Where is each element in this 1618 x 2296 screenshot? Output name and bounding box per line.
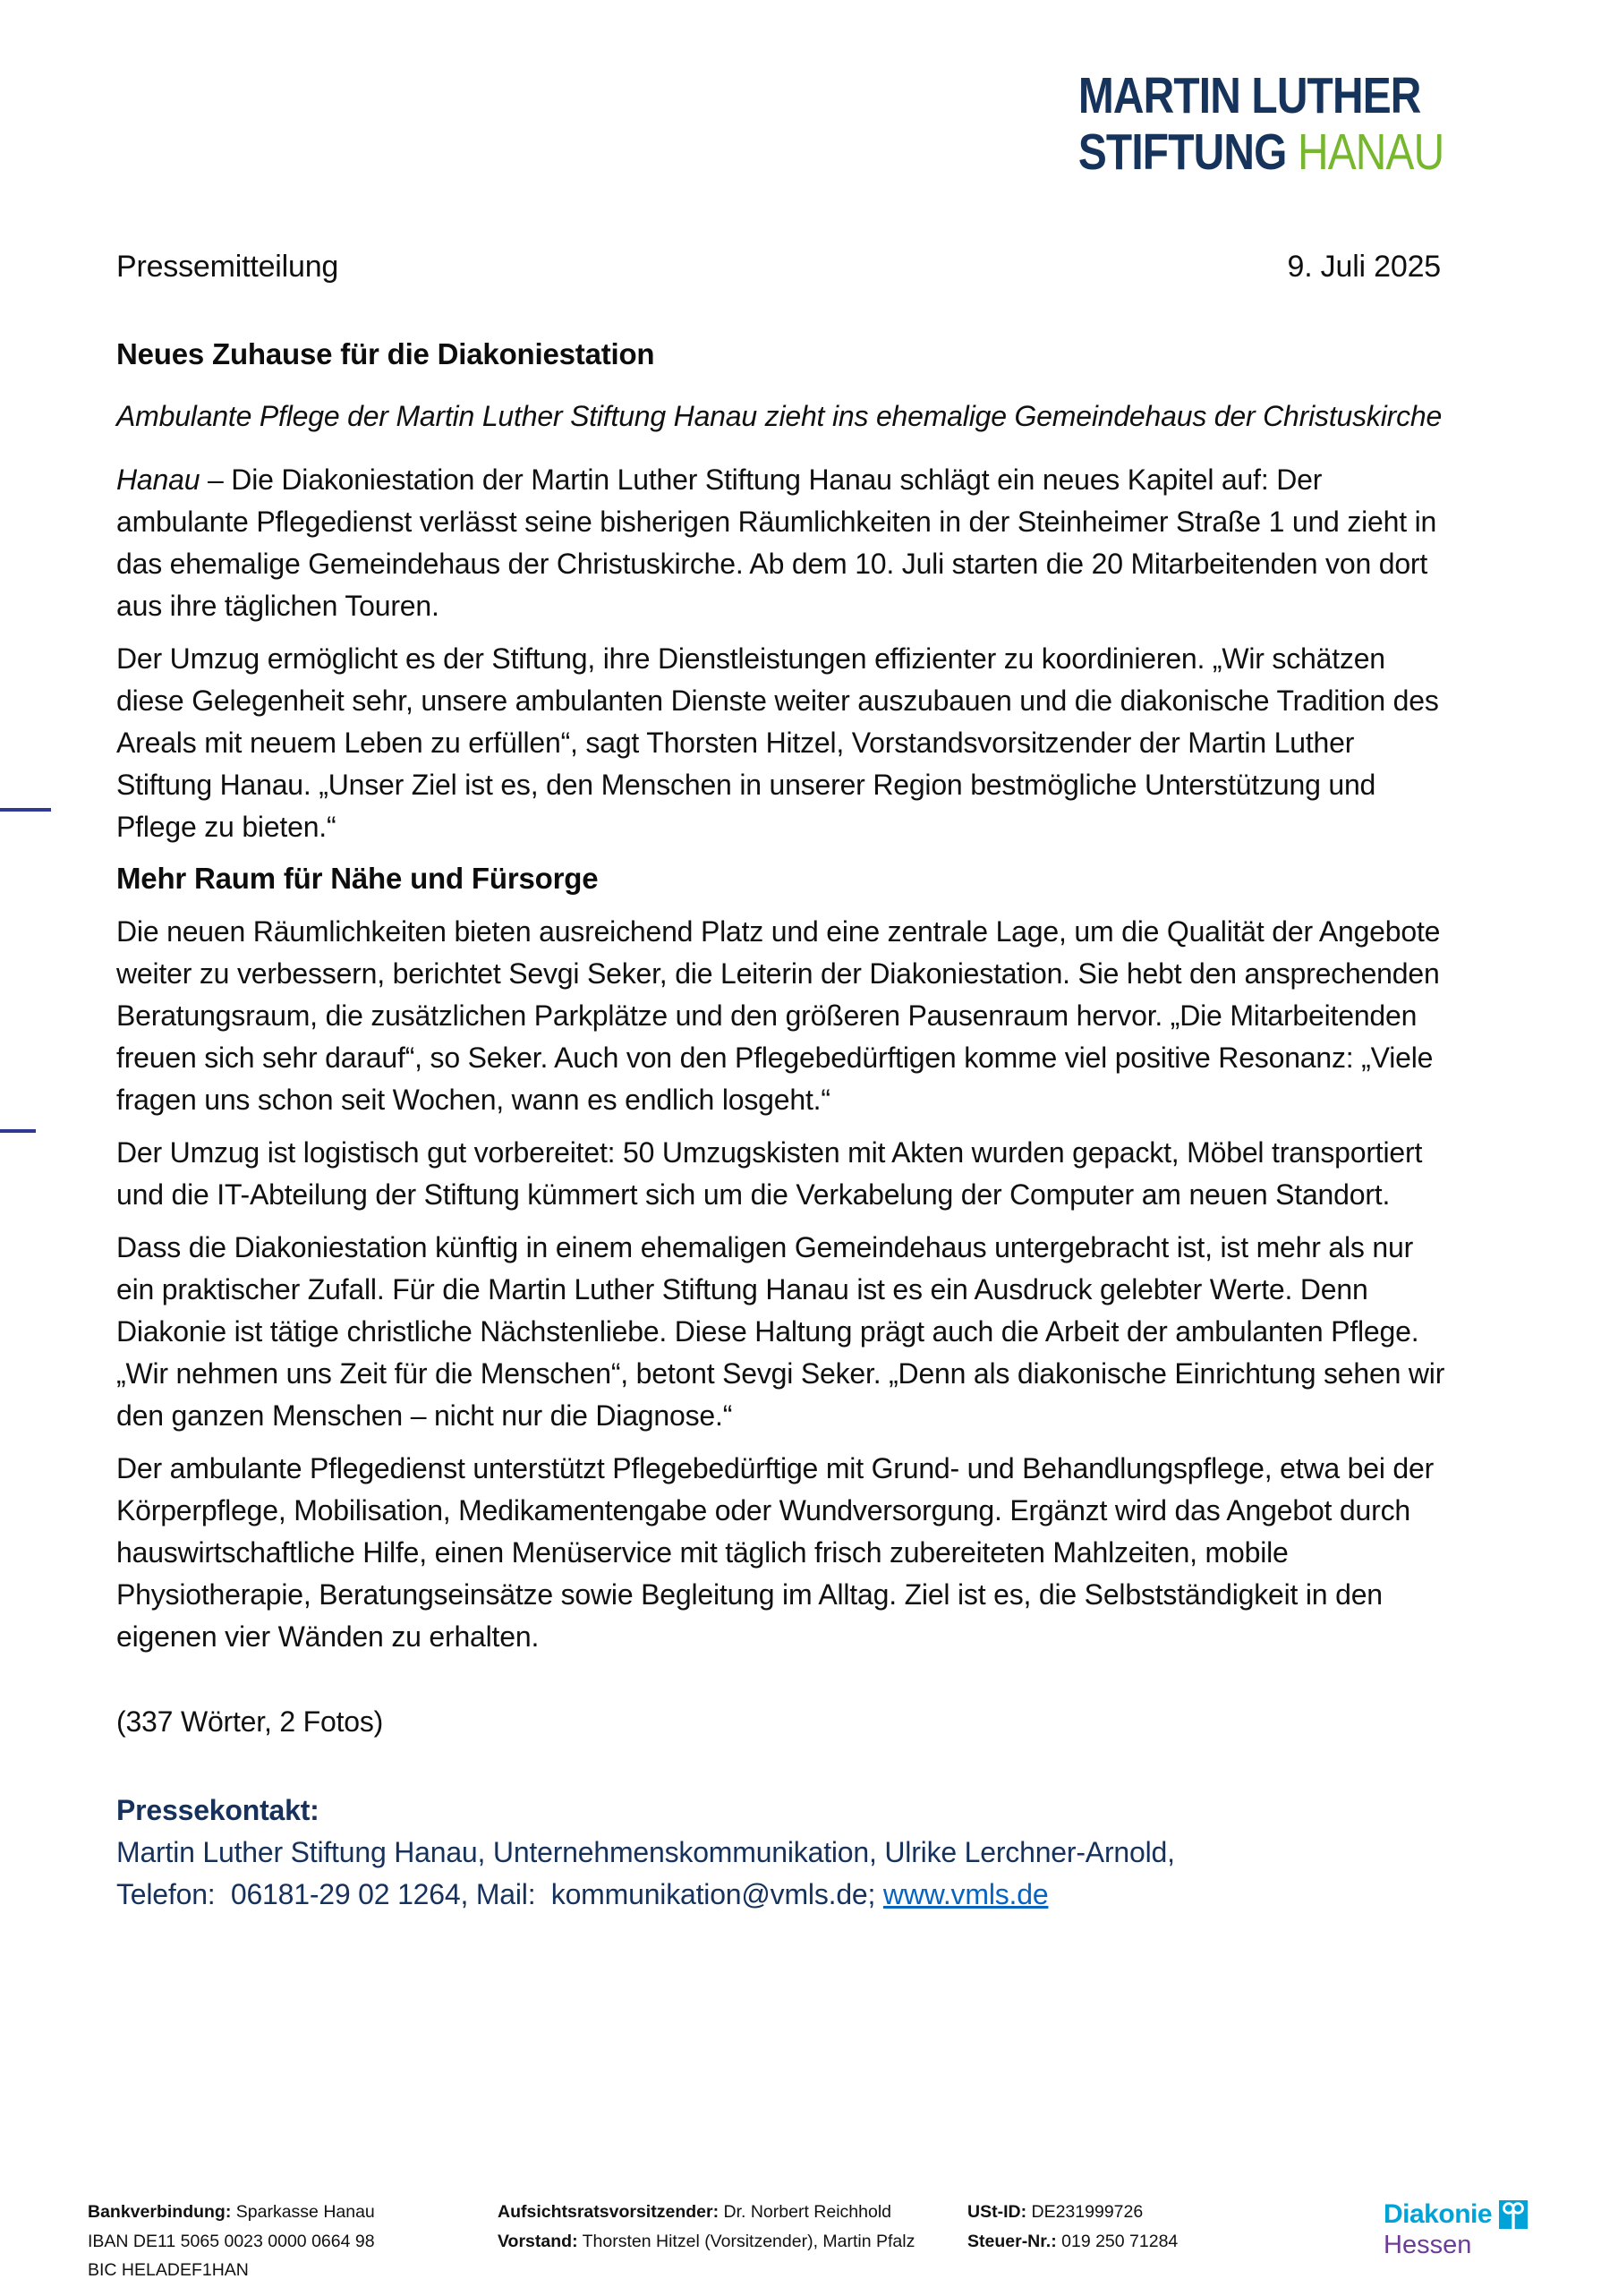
paragraph-6: Der ambulante Pflegedienst unterstützt Pflegebedürftige mit Grund- und Behandlungspflege, etwa bei der Körperpflege, Mobilisation, Medikamentengabe oder Wundversorgung. Ergänzt wird das Angebot durch hauswirtschaftliche Hilfe, einen Menüservice mit täglich frisch zubereiteten Mahlzeiten, mobile Physiotherapie, Beratungseinsätze sowie Begleitung im Alltag. Ziel ist es, die Selbstständigkeit in den eigenen vier Wänden zu erhalten. xyxy=(116,1452,1435,1653)
vat-value: DE231999726 xyxy=(1031,2202,1144,2222)
article-subtitle: Ambulante Pflege der Martin Luther Stiftung Hanau zieht ins ehemalige Gemeindehaus der Christuskirche xyxy=(116,400,1443,432)
diakonie-wordmark: Diakonie xyxy=(1384,2199,1493,2229)
executive-label: Vorstand: xyxy=(498,2231,578,2251)
word-count: (337 Wörter, 2 Fotos) xyxy=(116,1705,384,1738)
footer-board-line1 xyxy=(498,2198,915,2227)
press-contact-line2 xyxy=(116,1874,1450,1916)
doc-date: 9. Juli 2025 xyxy=(1287,250,1441,284)
logo-line2 xyxy=(1077,124,1443,181)
press-contact-heading: Pressekontakt: xyxy=(116,1794,319,1826)
kronenkreuz-icon xyxy=(1499,2200,1528,2229)
diakonie-hessen-logo xyxy=(1384,2199,1528,2259)
footer-bank-column xyxy=(88,2198,375,2285)
footer-bank-iban: IBAN DE11 5065 0023 0000 0664 98 xyxy=(88,2231,375,2251)
press-contact-line2-text: Telefon: 06181-29 02 1264, Mail: kommunikation@vmls.de; xyxy=(116,1878,883,1910)
paragraph-5: Dass die Diakoniestation künftig in einem ehemaligen Gemeindehaus untergebracht ist, ist mehr als nur ein praktischer Zufall. Für die Martin Luther Stiftung Hanau ist es ein Ausdruck gelebter Werte. Denn Diakonie ist tätige christliche Nächstenliebe. Diese Haltung prägt auch die Arbeit der ambulanten Pflege. „Wir nehmen uns Zeit für die Menschen“, betont Sevgi Seker. „Denn als diakonische Einrichtung sehen wir den ganzen Menschen – nicht nur die Diagnose.“ xyxy=(116,1231,1445,1432)
footer-bank-bic: BIC HELADEF1HAN xyxy=(88,2260,249,2280)
press-contact-block xyxy=(116,1790,1450,1916)
footer-bank-line1 xyxy=(88,2198,375,2227)
article-title: Neues Zuhause für die Diakoniestation xyxy=(116,337,655,370)
taxnr-value: 019 250 71284 xyxy=(1061,2231,1179,2251)
paragraph-4: Der Umzug ist logistisch gut vorbereitet: 50 Umzugskisten mit Akten wurden gepackt, Möbel transportiert und die IT-Abteilung der Stiftung kümmert sich um die Verkabelung der Computer am neuen Standort. xyxy=(116,1136,1423,1211)
chairman-value: Dr. Norbert Reichhold xyxy=(723,2202,891,2222)
section-heading: Mehr Raum für Nähe und Fürsorge xyxy=(116,862,599,895)
executive-value: Thorsten Hitzel (Vorsitzender), Martin Pfalz xyxy=(582,2231,915,2251)
taxnr-label: Steuer-Nr.: xyxy=(967,2231,1057,2251)
press-contact-line1: Martin Luther Stiftung Hanau, Unternehmenskommunikation, Ulrike Lerchner-Arnold, xyxy=(116,1836,1175,1868)
bank-label: Bankverbindung: xyxy=(88,2202,232,2222)
doc-type-label: Pressemitteilung xyxy=(116,250,339,284)
bank-value: Sparkasse Hanau xyxy=(235,2202,375,2222)
footer-tax-line1 xyxy=(967,2198,1178,2227)
document-header-row xyxy=(116,249,1450,285)
website-link[interactable]: www.vmls.de xyxy=(882,1878,1049,1910)
diakonie-logo-row xyxy=(1384,2199,1528,2230)
document-body xyxy=(116,249,1450,1916)
logo-hanau: HANAU xyxy=(1297,123,1443,181)
footer-tax-column xyxy=(967,2198,1178,2256)
paragraph-3: Die neuen Räumlichkeiten bieten ausreichend Platz und eine zentrale Lage, um die Qualität der Angebote weiter zu verbessern, berichtet Sevgi Seker, die Leiterin der Diakoniestation. Sie hebt den ansprechenden Beratungsraum, die zusätzlichen Parkplätze und den größeren Pausenraum hervor. „Die Mitarbeitenden freuen sich sehr darauf“, so Seker. Auch von den Pflegebedürftigen komme viel positive Resonanz: „Viele fragen uns schon seit Wochen, wann es endlich losgeht.“ xyxy=(116,915,1441,1116)
paragraph-1-text: – Die Diakoniestation der Martin Luther Stiftung Hanau schlägt ein neues Kapitel auf: Der ambulante Pflegedienst verlässt seine bisherigen Räumlichkeiten in der Steinheimer Straße 1 und zieht in das ehemalige Gemeindehaus der Christuskirche. Ab dem 10. Juli starten die 20 Mitarbeitenden von dort aus ihre täglichen Touren. xyxy=(116,463,1437,622)
vat-label: USt-ID: xyxy=(967,2202,1027,2222)
org-logo xyxy=(1077,68,1443,181)
paragraph-1 xyxy=(116,459,1450,627)
fold-mark xyxy=(0,808,51,812)
footer-tax-line2 xyxy=(967,2227,1178,2257)
chairman-label: Aufsichtsratsvorsitzender: xyxy=(498,2202,720,2222)
center-mark xyxy=(0,1129,36,1133)
footer-board-column xyxy=(498,2198,915,2256)
paragraph-2: Der Umzug ermöglicht es der Stiftung, ihre Dienstleistungen effizienter zu koordinieren. „Wir schätzen diese Gelegenheit sehr, unsere ambulanten Dienste weiter auszubauen und die diakonische Tradition des Areals mit neuem Leben zu erfüllen“, sagt Thorsten Hitzel, Vorstandsvorsitzender der Martin Luther Stiftung Hanau. „Unser Ziel ist es, den Menschen in unserer Region bestmögliche Unterstützung und Pflege zu bieten.“ xyxy=(116,642,1439,843)
logo-line1: MARTIN LUTHER xyxy=(1077,67,1421,124)
logo-stiftung: STIFTUNG xyxy=(1077,123,1287,181)
dateline: Hanau xyxy=(116,463,200,496)
diakonie-region: Hessen xyxy=(1384,2231,1472,2259)
footer-board-line2 xyxy=(498,2227,915,2257)
